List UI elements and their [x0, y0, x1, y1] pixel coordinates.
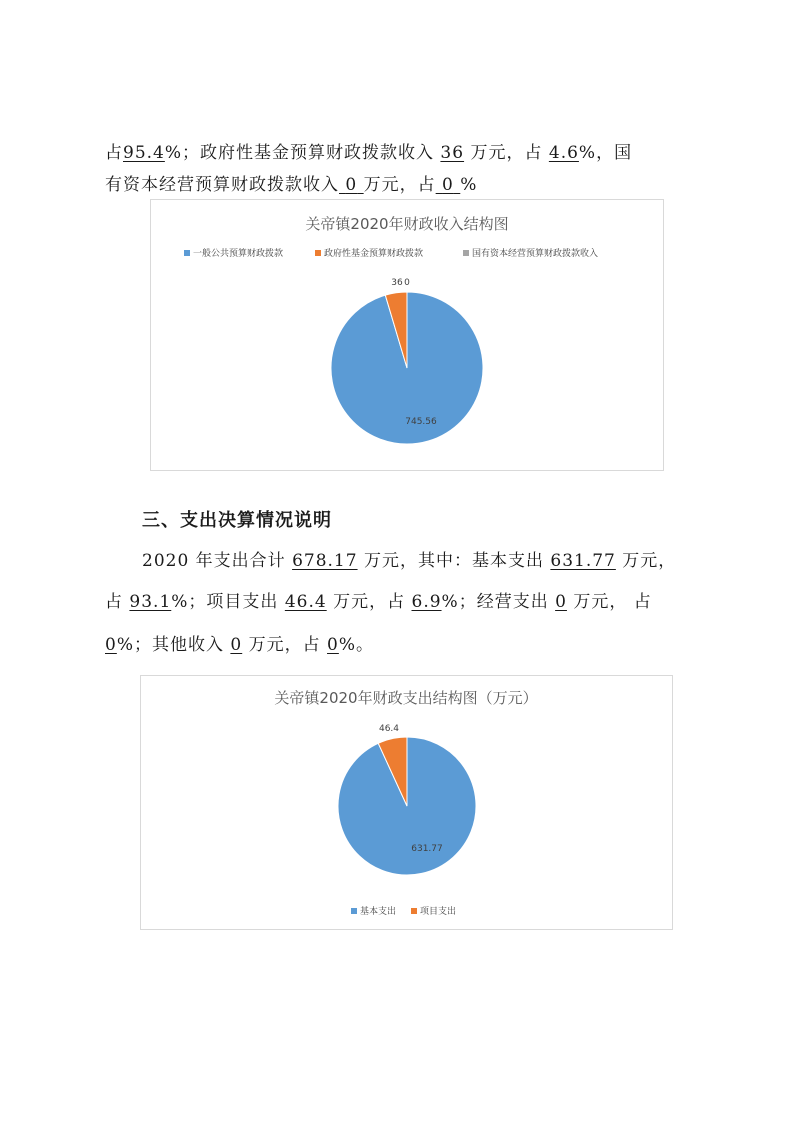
expense-pie-svg: [141, 676, 672, 929]
text: %。: [338, 635, 375, 655]
legend: [184, 247, 598, 259]
data-label-0: 631.77: [411, 844, 443, 854]
value-fund-percent: 4.6: [548, 143, 579, 163]
value-general-public-percent: 95.4: [123, 143, 165, 163]
income-paragraph-line-1: [105, 140, 705, 166]
text: 万元，占: [470, 143, 543, 163]
value-total-expense: 678.17: [292, 551, 358, 571]
text: %；其他收入: [116, 635, 224, 655]
legend-swatch-2: [463, 250, 469, 256]
text: 万元，: [622, 551, 677, 571]
legend-entry-0: 基本支出: [360, 907, 397, 917]
legend-swatch-1: [411, 908, 417, 914]
income-pie-svg: [151, 200, 663, 470]
text: 占: [105, 143, 123, 163]
text: 万元，占: [248, 635, 321, 655]
text: 万元，其中：基本支出: [363, 551, 544, 571]
data-label-2: 0: [404, 278, 410, 288]
text: 2020 年支出合计: [142, 551, 286, 571]
legend-entry-1: 项目支出: [420, 907, 457, 917]
value-project-expense: 46.4: [284, 592, 327, 612]
value-operating-expense: 0: [555, 592, 567, 612]
chart-title: 关帝镇2020年财政收入结构图: [305, 215, 509, 233]
text: %: [460, 175, 478, 195]
legend-entry-0: 一般公共预算财政拨款: [193, 249, 284, 259]
legend-swatch-1: [315, 250, 321, 256]
data-label-1: 36: [391, 278, 403, 288]
expense-paragraph-line-1: [142, 548, 742, 574]
legend-entry-1: 政府性基金预算财政拨款: [324, 249, 424, 259]
text: 万元， 占: [573, 592, 652, 612]
text: %；经营支出: [441, 592, 549, 612]
value-other-percent: 0: [327, 635, 339, 655]
value-state-capital-amount: 0: [345, 175, 358, 195]
value-other-amount: 0: [230, 635, 243, 655]
expense-paragraph-line-2: [105, 589, 705, 615]
text: %，国: [578, 143, 633, 163]
data-label-1: 46.4: [378, 724, 400, 734]
legend-entry-2: 国有资本经营预算财政拨款收入: [472, 249, 599, 259]
text: 有资本经营预算财政拨款收入: [105, 175, 339, 195]
data-label-0: 745.56: [405, 417, 437, 427]
income-structure-chart: [150, 199, 664, 471]
value-basic-expense: 631.77: [550, 551, 616, 571]
pie: [338, 724, 476, 875]
expense-structure-chart: [140, 675, 673, 930]
legend-swatch-0: [184, 250, 190, 256]
text: %；政府性基金预算财政拨款收入: [164, 143, 435, 163]
income-paragraph-line-2: [105, 172, 705, 198]
chart-title: 关帝镇2020年财政支出结构图（万元）: [274, 689, 538, 707]
text: %；项目支出: [171, 592, 279, 612]
value-operating-percent: 0: [105, 635, 117, 655]
legend-swatch-0: [351, 908, 357, 914]
legend: [351, 905, 456, 917]
value-state-capital-percent: 0: [442, 175, 454, 195]
text: 万元，占: [363, 175, 436, 195]
expense-paragraph-line-3: [105, 632, 705, 658]
text: 万元，占: [333, 592, 406, 612]
value-fund-amount: 36: [440, 143, 465, 163]
pie: [331, 278, 483, 444]
section-heading: 三、支出决算情况说明: [142, 510, 332, 531]
text: 占: [105, 592, 123, 612]
value-project-percent: 6.9: [411, 592, 442, 612]
value-basic-percent: 93.1: [129, 592, 172, 612]
